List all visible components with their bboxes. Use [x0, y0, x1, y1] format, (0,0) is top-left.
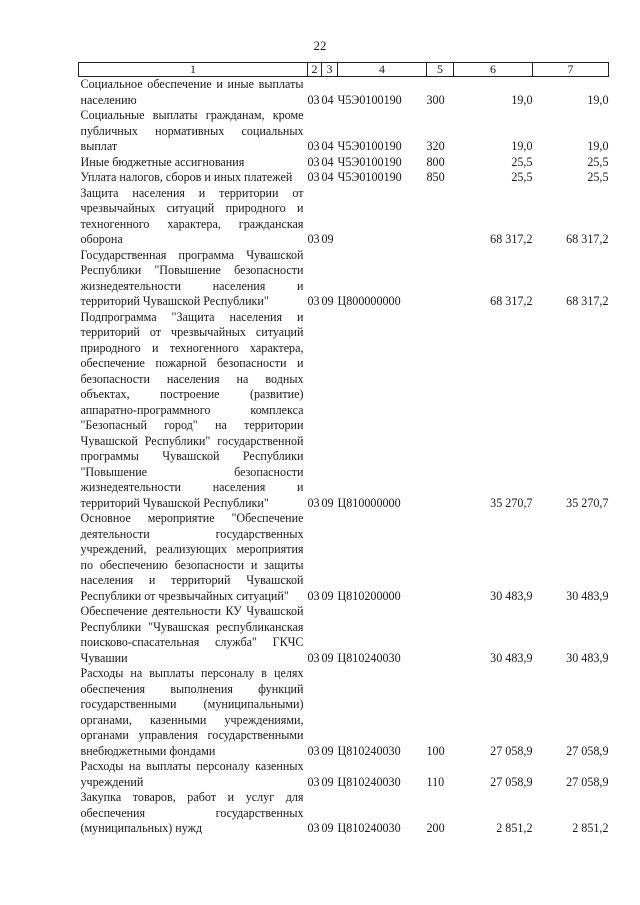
row-name: Защита населения и территории от чрезвычайных ситуаций природного и техногенного характера, гражданская оборона — [80, 185, 304, 246]
row-amount-1: 27 058,9 — [490, 774, 533, 789]
header-row — [79, 63, 609, 77]
row-subsection: 09 — [321, 743, 334, 758]
row-subsection: 09 — [321, 232, 334, 246]
page-number: 22 — [313, 38, 327, 53]
row-target-article: Ц800000000 — [337, 294, 401, 308]
table-row — [79, 108, 609, 155]
table-row — [79, 310, 609, 512]
header-col-7: 7 — [533, 63, 609, 77]
table-row — [79, 248, 609, 310]
row-target-article — [338, 186, 427, 248]
row-target-article: Ч5Э0100190 — [337, 139, 402, 153]
row-amount-2: 27 058,9 — [566, 743, 609, 758]
row-target-article: Ц810000000 — [337, 495, 401, 510]
row-expense-type: 850 — [426, 170, 445, 184]
row-section: 03 — [307, 154, 320, 169]
row-amount-2: 68 317,2 — [566, 232, 609, 246]
row-amount-1: 2 851,2 — [496, 821, 533, 835]
row-section: 03 — [307, 743, 320, 758]
row-target-article: Ч5Э0100190 — [337, 92, 402, 107]
row-amount-2: 30 483,9 — [566, 650, 609, 665]
row-amount-2: 35 270,7 — [566, 495, 609, 510]
row-subsection: 04 — [321, 92, 334, 107]
row-amount-1: 30 483,9 — [490, 588, 533, 603]
row-target-article: Ц810240030 — [337, 743, 401, 758]
row-target-article: Ц810240030 — [337, 821, 401, 835]
row-expense-type: 300 — [426, 92, 445, 107]
row-expense-type: 800 — [426, 154, 445, 169]
row-section: 03 — [307, 92, 320, 107]
row-amount-1: 68 317,2 — [490, 232, 533, 246]
header-col-2: 2 — [308, 63, 322, 77]
table-row — [79, 77, 609, 109]
row-name: Основное мероприятие "Обеспечение деятельности государственных учреждений, реализующих мероприятия по обеспечению безопасности и защиты населения и территорий Чувашской Республики от чрезвычайных ситуаций" — [80, 511, 304, 603]
row-subsection: 04 — [321, 154, 334, 169]
row-target-article: Ц810200000 — [337, 588, 401, 603]
row-expense-type: 200 — [426, 821, 445, 835]
row-subsection: 09 — [321, 650, 334, 665]
table-header — [79, 63, 609, 77]
table-row — [79, 511, 609, 604]
row-section: 03 — [307, 495, 320, 510]
row-section: 03 — [307, 139, 320, 153]
row-target-article: Ч5Э0100190 — [337, 154, 402, 169]
row-target-article: Ц810240030 — [337, 650, 401, 665]
table-row — [79, 790, 609, 837]
row-name: Расходы на выплаты персоналу в целях обеспечения выполнения функций государственными (муниципальными) органами, казенными учреждениями, органами управления государственными внебюджетными фондами — [80, 666, 304, 758]
row-section: 03 — [307, 650, 320, 665]
row-amount-1: 19,0 — [511, 139, 533, 153]
row-expense-type — [427, 248, 454, 310]
row-name: Уплата налогов, сборов и иных платежей — [80, 170, 293, 184]
row-amount-2: 30 483,9 — [566, 588, 609, 603]
row-expense-type — [427, 186, 454, 248]
row-expense-type — [427, 604, 454, 666]
row-target-article: Ч5Э0100190 — [337, 170, 402, 184]
row-expense-type — [427, 511, 454, 604]
row-amount-1: 25,5 — [511, 170, 533, 184]
row-name: Расходы на выплаты персоналу казенных учреждений — [80, 759, 304, 789]
row-subsection: 09 — [321, 774, 334, 789]
row-expense-type — [427, 310, 454, 512]
row-subsection: 09 — [321, 588, 334, 603]
table-row — [79, 186, 609, 248]
row-section: 03 — [307, 232, 320, 246]
row-amount-1: 25,5 — [511, 154, 533, 169]
row-section: 03 — [307, 588, 320, 603]
row-amount-2: 2 851,2 — [572, 821, 609, 835]
row-amount-2: 68 317,2 — [566, 294, 609, 308]
header-col-6: 6 — [454, 63, 533, 77]
row-amount-1: 30 483,9 — [490, 650, 533, 665]
row-expense-type: 110 — [426, 774, 445, 789]
row-amount-1: 68 317,2 — [490, 294, 533, 308]
row-subsection: 04 — [321, 139, 334, 153]
row-expense-type: 100 — [426, 743, 445, 758]
table-row — [79, 170, 609, 186]
row-name: Государственная программа Чувашской Республики "Повышение безопасности жизнедеятельности населения и территорий Чувашской Республики" — [80, 247, 304, 308]
row-subsection: 04 — [321, 170, 334, 184]
header-col-4: 4 — [338, 63, 427, 77]
row-name: Социальные выплаты гражданам, кроме публичных нормативных социальных выплат — [80, 108, 304, 153]
row-name: Иные бюджетные ассигнования — [80, 154, 245, 169]
header-col-3: 3 — [322, 63, 338, 77]
table-row — [79, 604, 609, 666]
header-col-5: 5 — [427, 63, 454, 77]
row-amount-2: 19,0 — [587, 92, 609, 107]
header-col-1: 1 — [79, 63, 308, 77]
row-subsection: 09 — [321, 821, 334, 835]
row-amount-2: 25,5 — [587, 154, 609, 169]
row-amount-2: 27 058,9 — [566, 774, 609, 789]
row-subsection: 09 — [321, 294, 334, 308]
row-amount-1: 35 270,7 — [490, 495, 533, 510]
table-row — [79, 666, 609, 759]
row-subsection: 09 — [321, 495, 334, 510]
row-section: 03 — [307, 821, 320, 835]
row-amount-1: 19,0 — [511, 92, 533, 107]
row-section: 03 — [307, 294, 320, 308]
table-row — [79, 155, 609, 171]
row-name: Обеспечение деятельности КУ Чувашской Республики "Чувашская республиканская поисково-спасательная служба" ГКЧС Чувашии — [80, 604, 304, 665]
row-amount-2: 19,0 — [587, 139, 609, 153]
row-name: Социальное обеспечение и иные выплаты населению — [80, 77, 304, 107]
row-name: Закупка товаров, работ и услуг для обеспечения государственных (муниципальных) нужд — [80, 790, 304, 835]
row-expense-type: 320 — [426, 139, 445, 153]
table-row — [79, 759, 609, 790]
row-section: 03 — [307, 170, 320, 184]
row-target-article: Ц810240030 — [337, 774, 401, 789]
row-amount-1: 27 058,9 — [490, 743, 533, 758]
table-body — [79, 77, 609, 837]
row-amount-2: 25,5 — [587, 170, 609, 184]
budget-table — [78, 62, 609, 837]
row-section: 03 — [307, 774, 320, 789]
row-name: Подпрограмма "Защита населения и территорий от чрезвычайных ситуаций природного и техногенного характера, обеспечение пожарной безопасности и безопасности населения на водных объектах, построение (развитие) аппаратно-программного комплекса "Безопасный город" на территории Чувашской Республики" государственной программы Чувашской Республики "Повышение безопасности жизнедеятельности населения и территорий Чувашской Республики" — [80, 309, 304, 510]
